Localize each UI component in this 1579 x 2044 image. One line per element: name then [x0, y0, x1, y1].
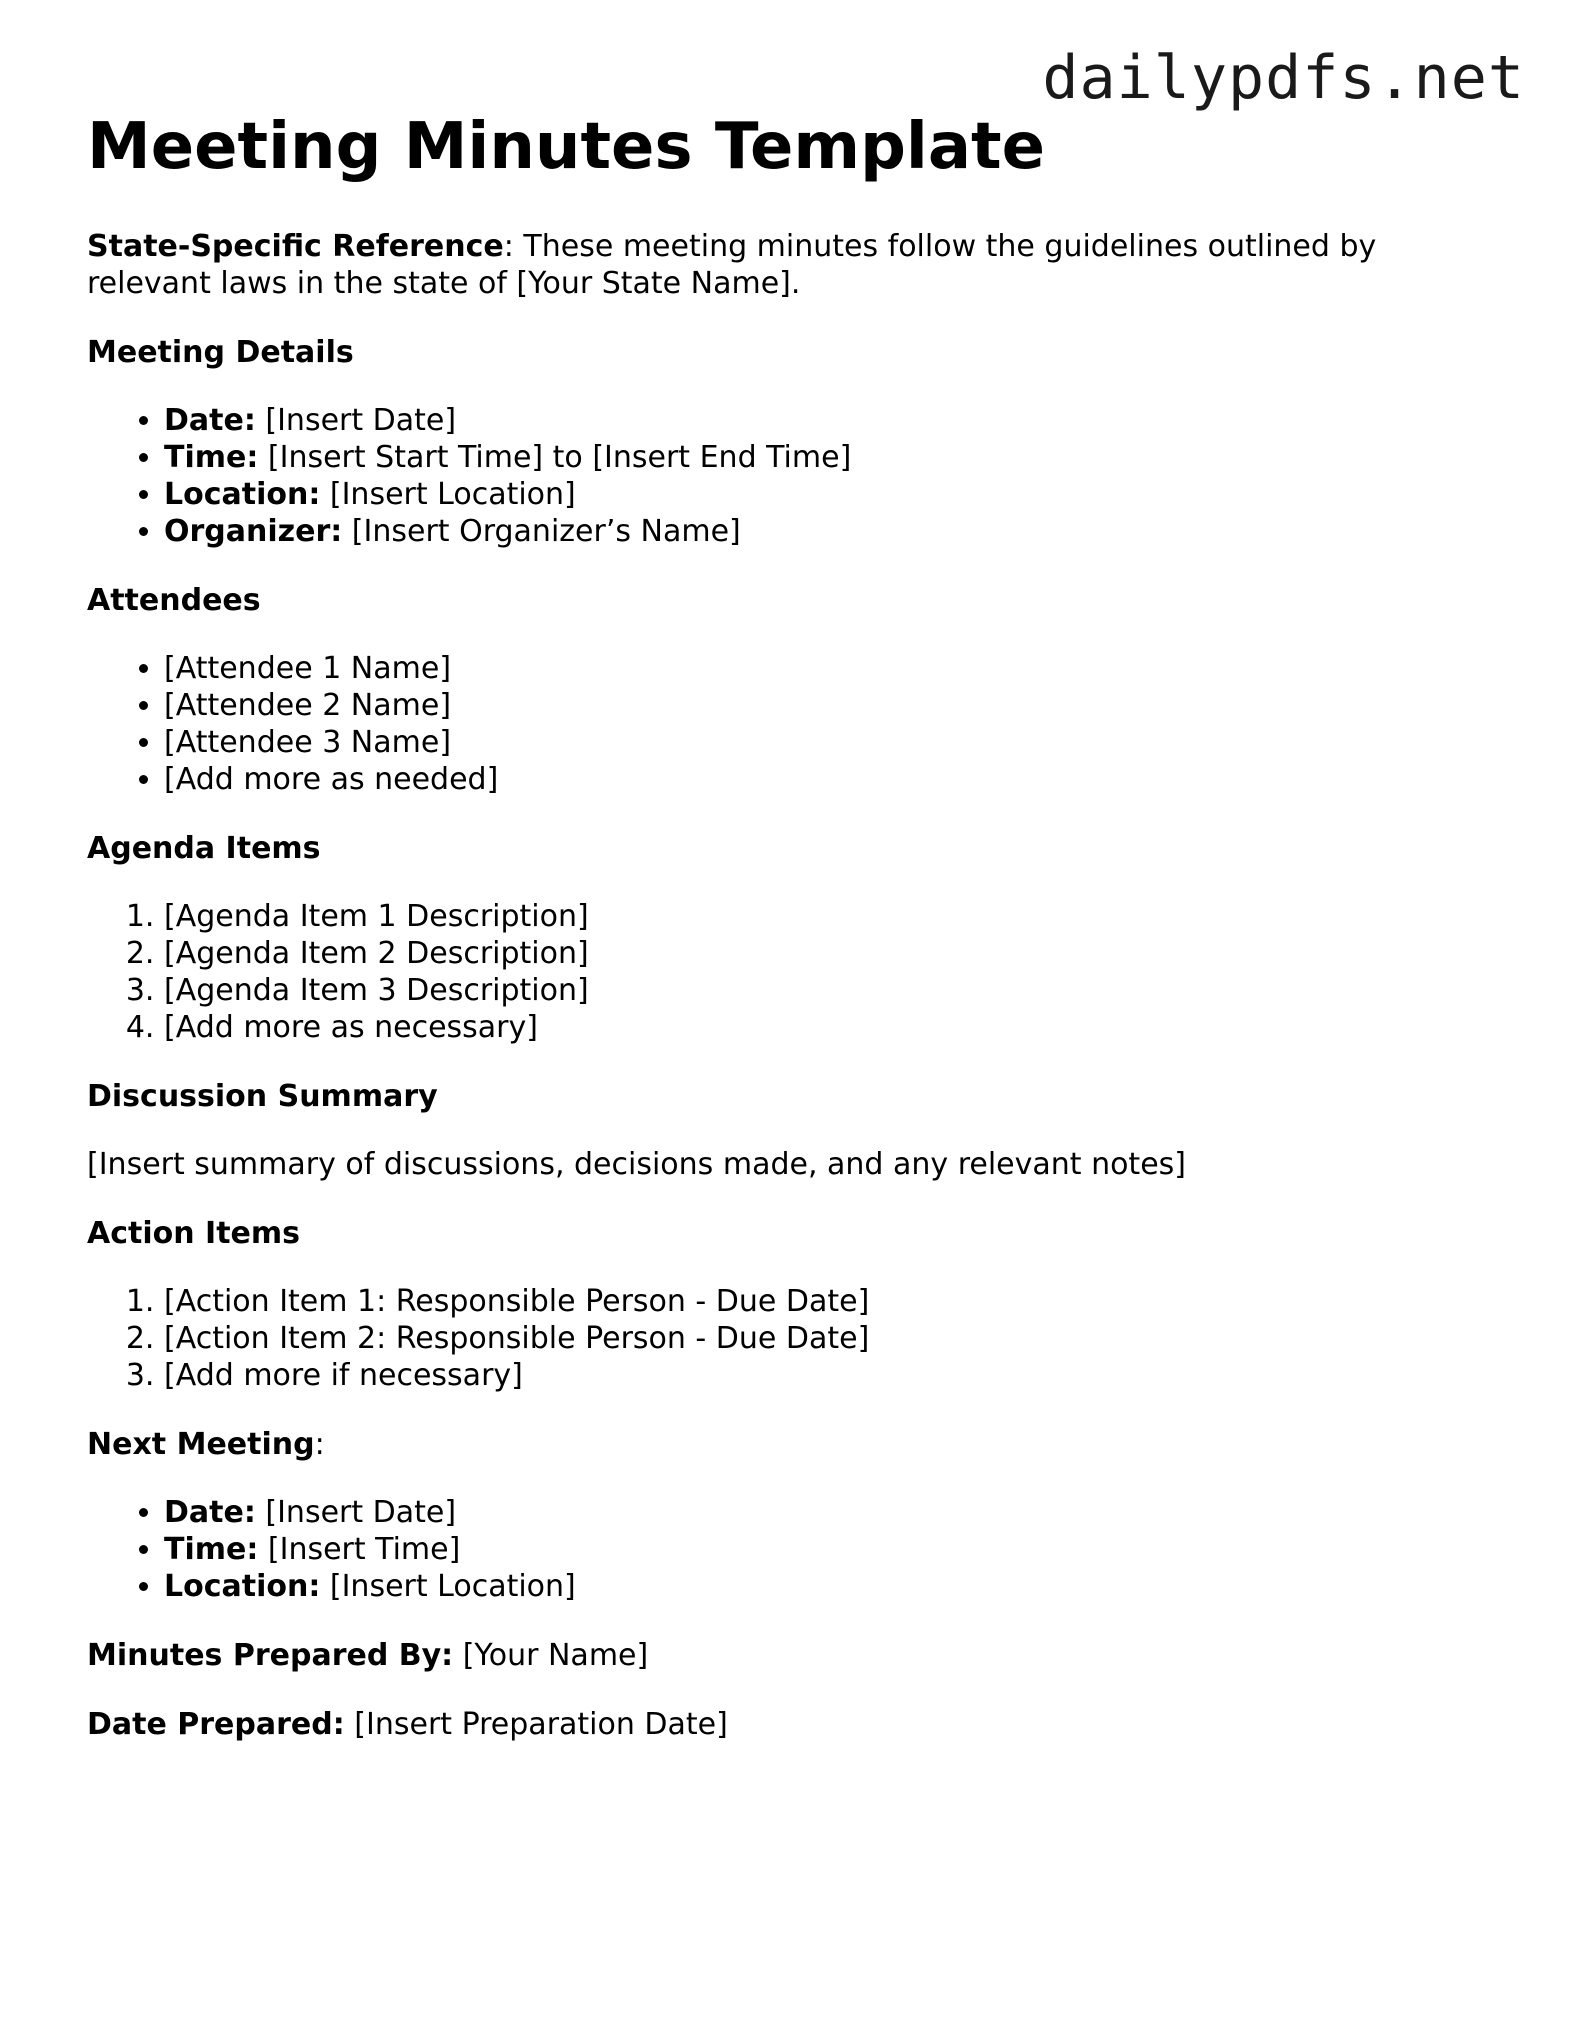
list-item: • [Add more as needed]: [164, 761, 1507, 798]
discussion-section: [87, 1078, 1507, 1183]
list-item: [164, 1531, 1507, 1568]
action-items-list: [87, 1283, 1507, 1394]
item-value: [Insert Date]: [255, 1495, 457, 1531]
meeting-details-list: [87, 402, 1507, 550]
next-meeting-list: [87, 1494, 1507, 1605]
item-value: [Insert Time]: [258, 1532, 461, 1568]
next-meeting-suffix: :: [314, 1427, 325, 1463]
list-item: [164, 1568, 1507, 1605]
watermark: dailypdfs.net: [1042, 43, 1525, 113]
intro-paragraph: [87, 228, 1507, 302]
list-item: 2. [Action Item 2: Responsible Person - Due Date]: [164, 1320, 1507, 1357]
agenda-section: [87, 830, 1507, 1046]
list-item: • [Attendee 3 Name]: [164, 724, 1507, 761]
item-value: [Insert Date]: [255, 403, 457, 439]
next-meeting-section: [87, 1426, 1507, 1605]
date-prepared-label: Date Prepared:: [87, 1707, 345, 1743]
discussion-text: [Insert summary of discussions, decisions made, and any relevant notes]: [87, 1147, 1186, 1183]
list-item: [164, 1494, 1507, 1531]
list-item: [164, 513, 1507, 550]
item-value: [Insert Location]: [320, 477, 576, 513]
list-item: • [Attendee 2 Name]: [164, 687, 1507, 724]
agenda-heading: Agenda Items: [87, 831, 321, 867]
prepared-by-line: [87, 1637, 1507, 1674]
action-items-section: [87, 1215, 1507, 1394]
page-title: Meeting Minutes Template: [87, 110, 1045, 184]
date-prepared-value: [Insert Preparation Date]: [344, 1707, 728, 1743]
attendees-heading: Attendees: [87, 583, 261, 619]
attendees-section: [87, 582, 1507, 798]
prepared-by-value: [Your Name]: [453, 1638, 649, 1674]
list-item: 2. [Agenda Item 2 Description]: [164, 935, 1507, 972]
list-item: [164, 402, 1507, 439]
meeting-details-heading: Meeting Details: [87, 335, 354, 371]
item-label: Location:: [164, 1569, 321, 1605]
attendees-list: [87, 650, 1507, 798]
date-prepared-line: [87, 1706, 1507, 1743]
action-items-heading: Action Items: [87, 1216, 301, 1252]
intro-label: State-Specific Reference: [87, 229, 504, 265]
list-item: 3. [Agenda Item 3 Description]: [164, 972, 1507, 1009]
prepared-by-label: Minutes Prepared By:: [87, 1638, 454, 1674]
item-label: Time:: [164, 1532, 259, 1568]
item-value: [Insert Location]: [320, 1569, 576, 1605]
item-label: Date:: [164, 1495, 256, 1531]
discussion-heading: Discussion Summary: [87, 1079, 438, 1115]
list-item: 1. [Agenda Item 1 Description]: [164, 898, 1507, 935]
list-item: 1. [Action Item 1: Responsible Person - Due Date]: [164, 1283, 1507, 1320]
list-item: [164, 476, 1507, 513]
item-label: Date:: [164, 403, 256, 439]
item-label: Organizer:: [164, 514, 343, 550]
list-item: 3. [Add more if necessary]: [164, 1357, 1507, 1394]
intro-text: : These meeting minutes follow the guidelines outlined by relevant laws in the state of [Your State Name].: [87, 229, 1377, 302]
item-value: [Insert Organizer’s Name]: [342, 514, 741, 550]
agenda-list: [87, 898, 1507, 1046]
item-value: [Insert Start Time] to [Insert End Time]: [258, 440, 852, 476]
next-meeting-heading: Next Meeting: [87, 1427, 315, 1463]
document-page: [87, 112, 1507, 1743]
list-item: 4. [Add more as necessary]: [164, 1009, 1507, 1046]
list-item: [164, 439, 1507, 476]
meeting-details-section: [87, 334, 1507, 550]
list-item: • [Attendee 1 Name]: [164, 650, 1507, 687]
item-label: Time:: [164, 440, 259, 476]
prepared-by-section: [87, 1637, 1507, 1674]
next-meeting-heading-line: [87, 1426, 1507, 1463]
item-label: Location:: [164, 477, 321, 513]
date-prepared-section: [87, 1706, 1507, 1743]
